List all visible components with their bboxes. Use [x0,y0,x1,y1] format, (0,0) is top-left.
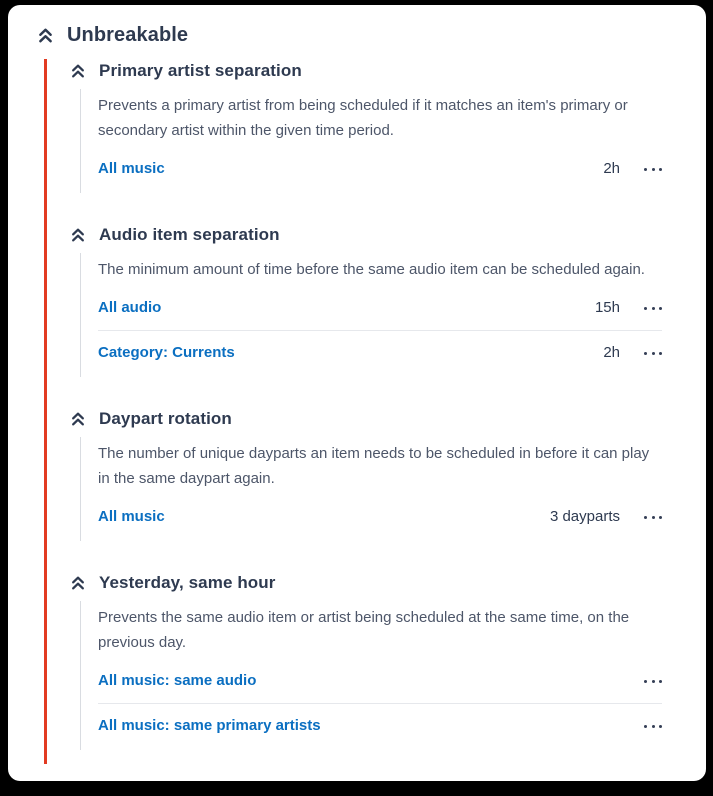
ellipsis-icon [644,516,647,519]
rule-section-content [80,601,662,750]
rule-row [98,659,662,703]
panel-header [8,5,706,47]
rule-section-header [47,407,662,431]
rule-list [98,659,662,748]
panel-collapse-button[interactable] [38,28,53,43]
rule-list [98,147,662,191]
rule-value: 15h [594,299,620,316]
rule-section-description: Prevents the same audio item or artist being scheduled at the same time, on the previous day. [98,609,630,651]
section-collapse-button[interactable] [70,576,85,591]
ellipsis-icon [644,680,647,683]
double-chevron-up-icon [38,28,53,43]
rule-list [98,495,662,539]
rule-section-header [47,571,662,595]
rule-menu-button[interactable] [644,723,662,730]
ellipsis-icon [644,168,647,171]
rule-menu-button[interactable] [644,678,662,685]
rule-menu-button[interactable] [644,350,662,357]
rule-section-content [80,89,662,193]
rule-menu-button[interactable] [644,514,662,521]
rule-section [47,407,662,541]
rule-link[interactable]: All music: same primary artists [98,717,321,734]
rule-section [47,59,662,193]
section-collapse-button[interactable] [70,228,85,243]
rule-section-header [47,223,662,247]
rule-link[interactable]: All music: same audio [98,672,257,689]
rule-row [98,147,662,191]
double-chevron-up-icon [71,64,85,78]
double-chevron-up-icon [71,412,85,426]
unbreakable-rule-group [44,59,662,764]
ellipsis-icon [644,725,647,728]
rule-section-title: Primary artist separation [99,61,302,80]
ellipsis-icon [644,307,647,310]
rule-section-content [80,253,662,377]
rule-section [47,571,662,750]
rule-link[interactable]: All music [98,160,165,177]
rule-section [47,223,662,377]
rule-section-title: Audio item separation [99,225,280,244]
rule-section-description: The number of unique dayparts an item needs to be scheduled in before it can play in the same daypart again. [98,445,650,487]
rule-row [98,286,662,330]
rule-menu-button[interactable] [644,166,662,173]
rule-link[interactable]: All audio [98,299,162,316]
section-collapse-button[interactable] [70,412,85,427]
rule-link[interactable]: Category: Currents [98,344,235,361]
ellipsis-icon [644,352,647,355]
rule-section-header [47,59,662,83]
rule-list [98,286,662,375]
unbreakable-rules-panel [8,5,706,781]
rule-section-content [80,437,662,541]
rule-link[interactable]: All music [98,508,165,525]
double-chevron-up-icon [71,228,85,242]
panel-title: Unbreakable [67,24,189,46]
rule-value: 2h [603,160,620,177]
section-collapse-button[interactable] [70,64,85,79]
rule-section-description: The minimum amount of time before the same audio item can be scheduled again. [98,261,645,278]
rule-row [98,495,662,539]
rule-value: 3 dayparts [549,508,620,525]
rule-section-title: Yesterday, same hour [99,573,276,592]
rule-value: 2h [603,344,620,361]
rule-section-description: Prevents a primary artist from being scheduled if it matches an item's primary or secondary artist within the given time period. [98,97,628,139]
rule-row [98,704,662,748]
rule-section-title: Daypart rotation [99,409,232,428]
double-chevron-up-icon [71,576,85,590]
rule-menu-button[interactable] [644,305,662,312]
rule-row [98,331,662,375]
